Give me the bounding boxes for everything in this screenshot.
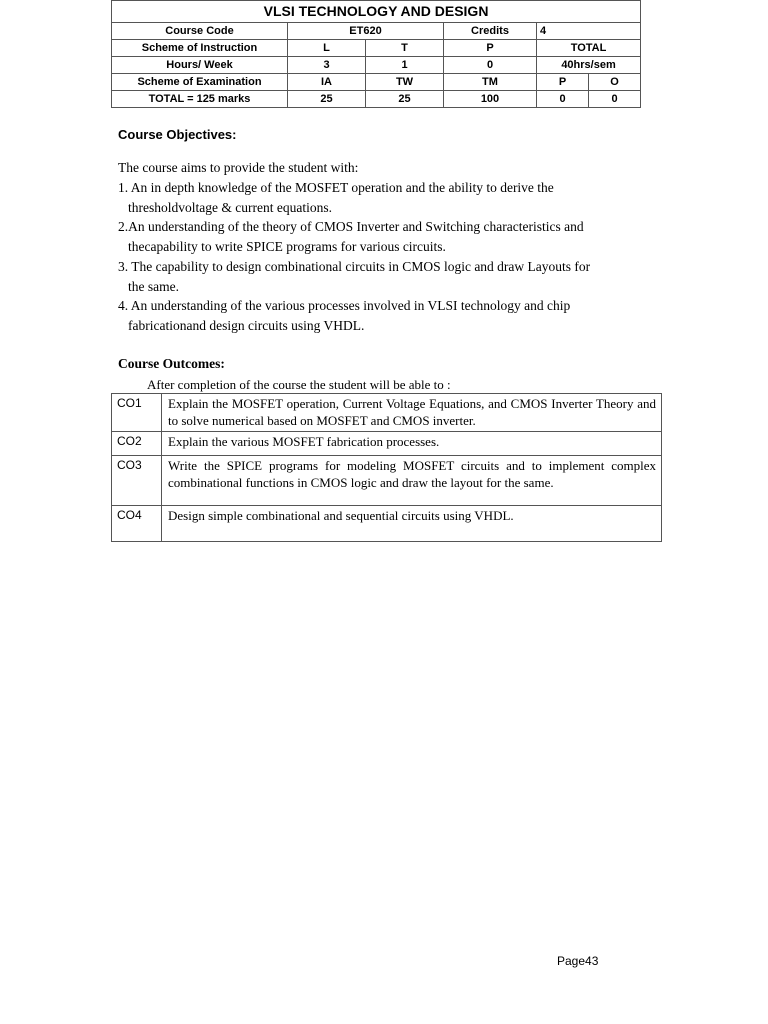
objective-item-3-line1: 3. The capability to design combinational circuits in CMOS logic and draw Layouts for [118, 259, 591, 274]
exam-header-tm: TM [444, 74, 537, 91]
exam-o: 0 [589, 91, 641, 108]
course-code-value: ET620 [288, 23, 444, 40]
outcome-text: Write the SPICE programs for modeling MOSFET circuits and to implement complex combinational functions in CMOS logic and draw the layout for the same. [162, 456, 662, 506]
objectives-intro: The course aims to provide the student with: [118, 160, 359, 175]
scheme-exam-label: Scheme of Examination [112, 74, 288, 91]
instruction-header-p: P [444, 40, 537, 57]
course-info-table [111, 0, 641, 108]
hours-t: 1 [366, 57, 444, 74]
exam-header-p: P [537, 74, 589, 91]
hours-l: 3 [288, 57, 366, 74]
outcome-code: CO1 [112, 394, 162, 432]
outcomes-heading: Course Outcomes: [118, 356, 225, 371]
outcome-code: CO4 [112, 506, 162, 542]
objective-item-4-line1: 4. An understanding of the various processes involved in VLSI technology and chip [118, 298, 571, 313]
credits-value: 4 [537, 23, 641, 40]
course-code-row [112, 23, 641, 40]
objectives-heading: Course Objectives: [118, 127, 237, 142]
hours-label: Hours/ Week [112, 57, 288, 74]
exam-tm: 100 [444, 91, 537, 108]
total-marks-label: TOTAL = 125 marks [112, 91, 288, 108]
outcomes-table [111, 393, 662, 542]
outcome-code: CO2 [112, 432, 162, 456]
hours-total: 40hrs/sem [537, 57, 641, 74]
outcome-text: Explain the various MOSFET fabrication processes. [162, 432, 662, 456]
credits-label: Credits [444, 23, 537, 40]
instruction-header-t: T [366, 40, 444, 57]
course-code-label: Course Code [112, 23, 288, 40]
outcome-code: CO3 [112, 456, 162, 506]
outcomes-intro: After completion of the course the student will be able to : [147, 377, 451, 392]
objective-item-2-line1: 2.An understanding of the theory of CMOS Inverter and Switching characteristics and [118, 219, 584, 234]
table-row [112, 394, 662, 432]
objective-item-1 [118, 178, 646, 217]
table-row [112, 456, 662, 506]
exam-tw: 25 [366, 91, 444, 108]
page-number: Page43 [557, 954, 599, 968]
objective-item-4-line2: fabricationand design circuits using VHDL. [128, 317, 365, 333]
exam-p: 0 [537, 91, 589, 108]
outcome-text: Explain the MOSFET operation, Current Voltage Equations, and CMOS Inverter Theory and to solve numerical based on MOSFET and CMOS inverter. [162, 394, 662, 432]
scheme-exam-row [112, 74, 641, 91]
outcome-text: Design simple combinational and sequential circuits using VHDL. [162, 506, 662, 542]
table-row [112, 506, 662, 542]
total-marks-row [112, 91, 641, 108]
hours-p: 0 [444, 57, 537, 74]
instruction-header-total: TOTAL [537, 40, 641, 57]
objective-item-2 [118, 217, 646, 256]
table-row [112, 432, 662, 456]
objective-item-3-line2: the same. [128, 278, 179, 294]
hours-row [112, 57, 641, 74]
instruction-header-l: L [288, 40, 366, 57]
objective-item-4 [118, 296, 646, 335]
scheme-instruction-row [112, 40, 641, 57]
exam-header-tw: TW [366, 74, 444, 91]
objective-item-1-line1: 1. An in depth knowledge of the MOSFET operation and the ability to derive the [118, 180, 554, 195]
exam-ia: 25 [288, 91, 366, 108]
scheme-instruction-label: Scheme of Instruction [112, 40, 288, 57]
course-title: VLSI TECHNOLOGY AND DESIGN [112, 1, 641, 23]
objective-item-3 [118, 257, 646, 296]
title-row [112, 1, 641, 23]
objective-item-1-line2: thresholdvoltage & current equations. [128, 199, 332, 215]
objective-item-2-line2: thecapability to write SPICE programs for various circuits. [128, 238, 446, 254]
exam-header-o: O [589, 74, 641, 91]
exam-header-ia: IA [288, 74, 366, 91]
